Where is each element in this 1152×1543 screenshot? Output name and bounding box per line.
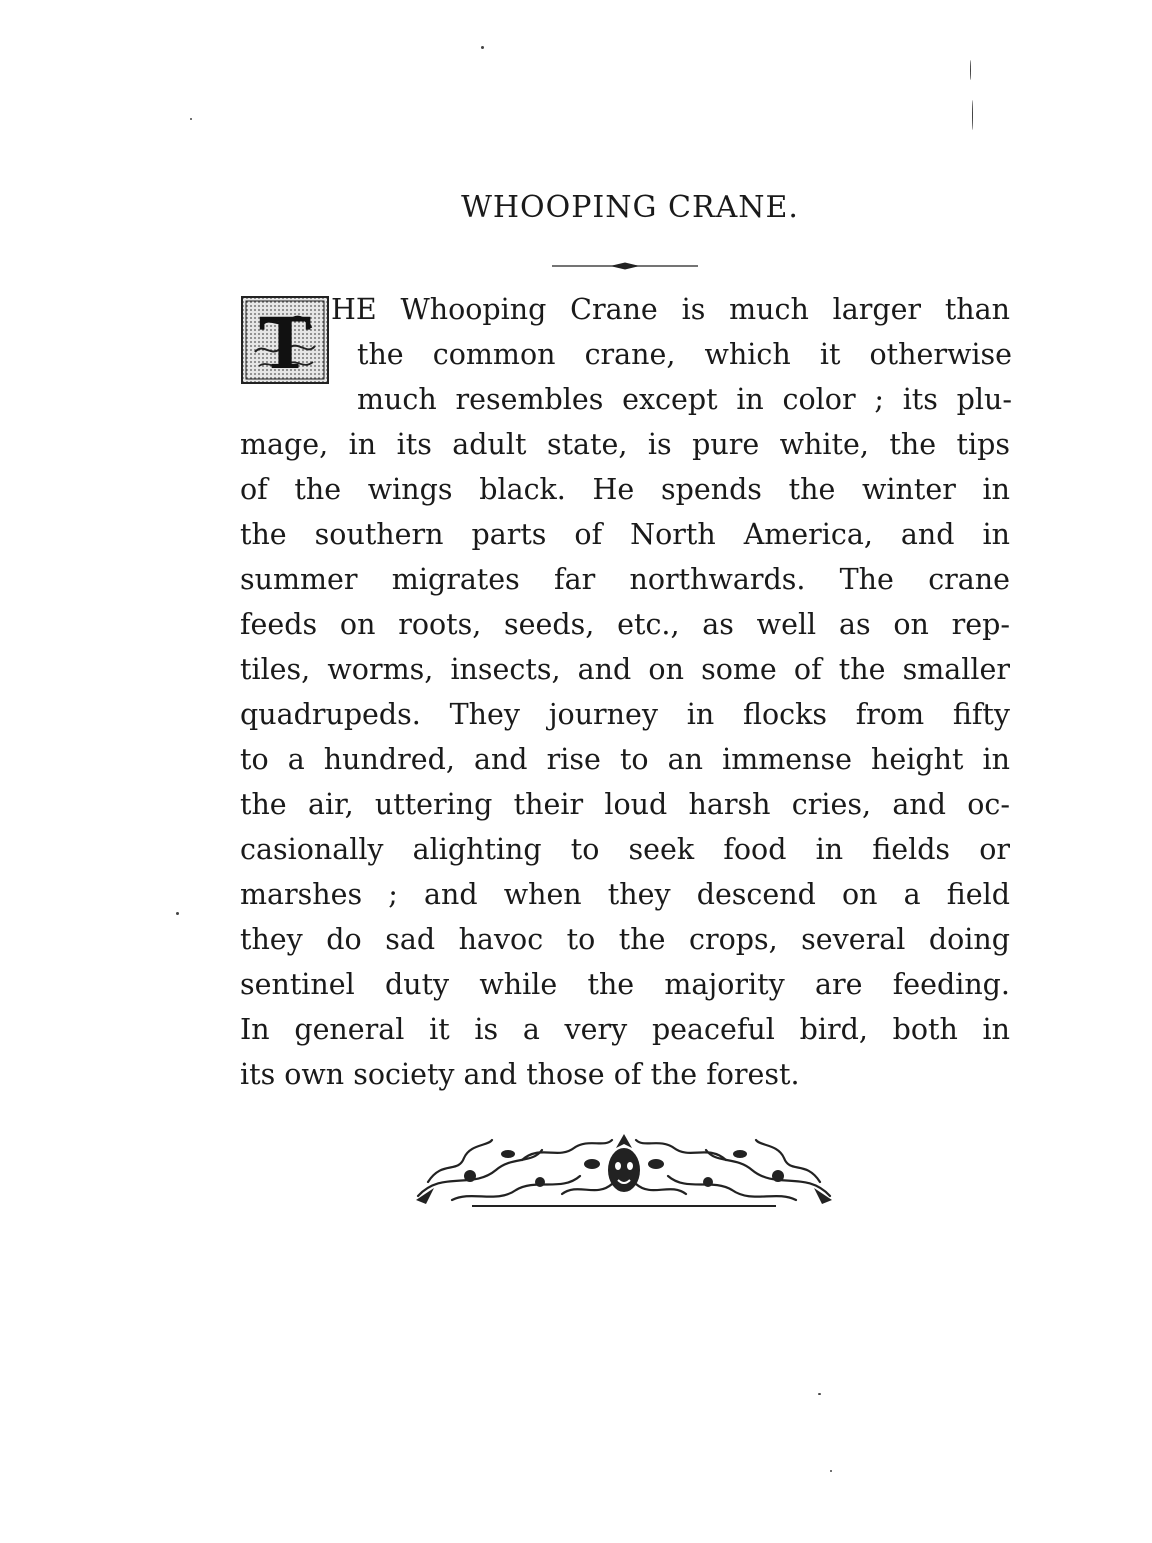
text-line: quadrupeds. They journey in flocks from fifty <box>240 698 1010 731</box>
text-line: to a hundred, and rise to an immense height in <box>240 743 1010 776</box>
text-line: they do sad havoc to the crops, several doing <box>240 923 1010 956</box>
text-line: feeds on roots, seeds, etc., as well as on rep- <box>240 608 1010 641</box>
text-line: much resembles except in color ; its plu- <box>357 383 1012 416</box>
text-line: casionally alighting to seek food in fields or <box>240 833 1010 866</box>
text-line: summer migrates far northwards. The crane <box>240 563 1010 596</box>
text-line: HE Whooping Crane is much larger than <box>331 293 1010 326</box>
text-line: In general it is a very peaceful bird, both in <box>240 1013 1010 1046</box>
decorative-drop-cap <box>241 296 329 384</box>
speck <box>818 1393 821 1395</box>
text-line: tiles, worms, insects, and on some of the smaller <box>240 653 1010 686</box>
text-line: sentinel duty while the majority are feeding. <box>240 968 1010 1001</box>
speck <box>176 912 179 915</box>
text-line: the common crane, which it otherwise <box>357 338 1012 371</box>
text-line: its own society and those of the forest. <box>240 1058 800 1091</box>
speck <box>481 46 484 49</box>
speck <box>190 118 192 120</box>
speck <box>972 100 973 130</box>
speck <box>830 1470 832 1472</box>
text-line: the southern parts of North America, and in <box>240 518 1010 551</box>
text-line: mage, in its adult state, is pure white, the tips <box>240 428 1010 461</box>
floral-tailpiece-ornament <box>412 1130 836 1210</box>
text-line: of the wings black. He spends the winter in <box>240 473 1010 506</box>
speck <box>970 60 971 80</box>
text-line: marshes ; and when they descend on a field <box>240 878 1010 911</box>
title-rule-ornament <box>552 258 698 274</box>
drop-cap-letter: T <box>258 302 312 384</box>
text-line: the air, uttering their loud harsh cries, and oc- <box>240 788 1010 821</box>
page-title: WHOOPING CRANE. <box>461 190 799 226</box>
